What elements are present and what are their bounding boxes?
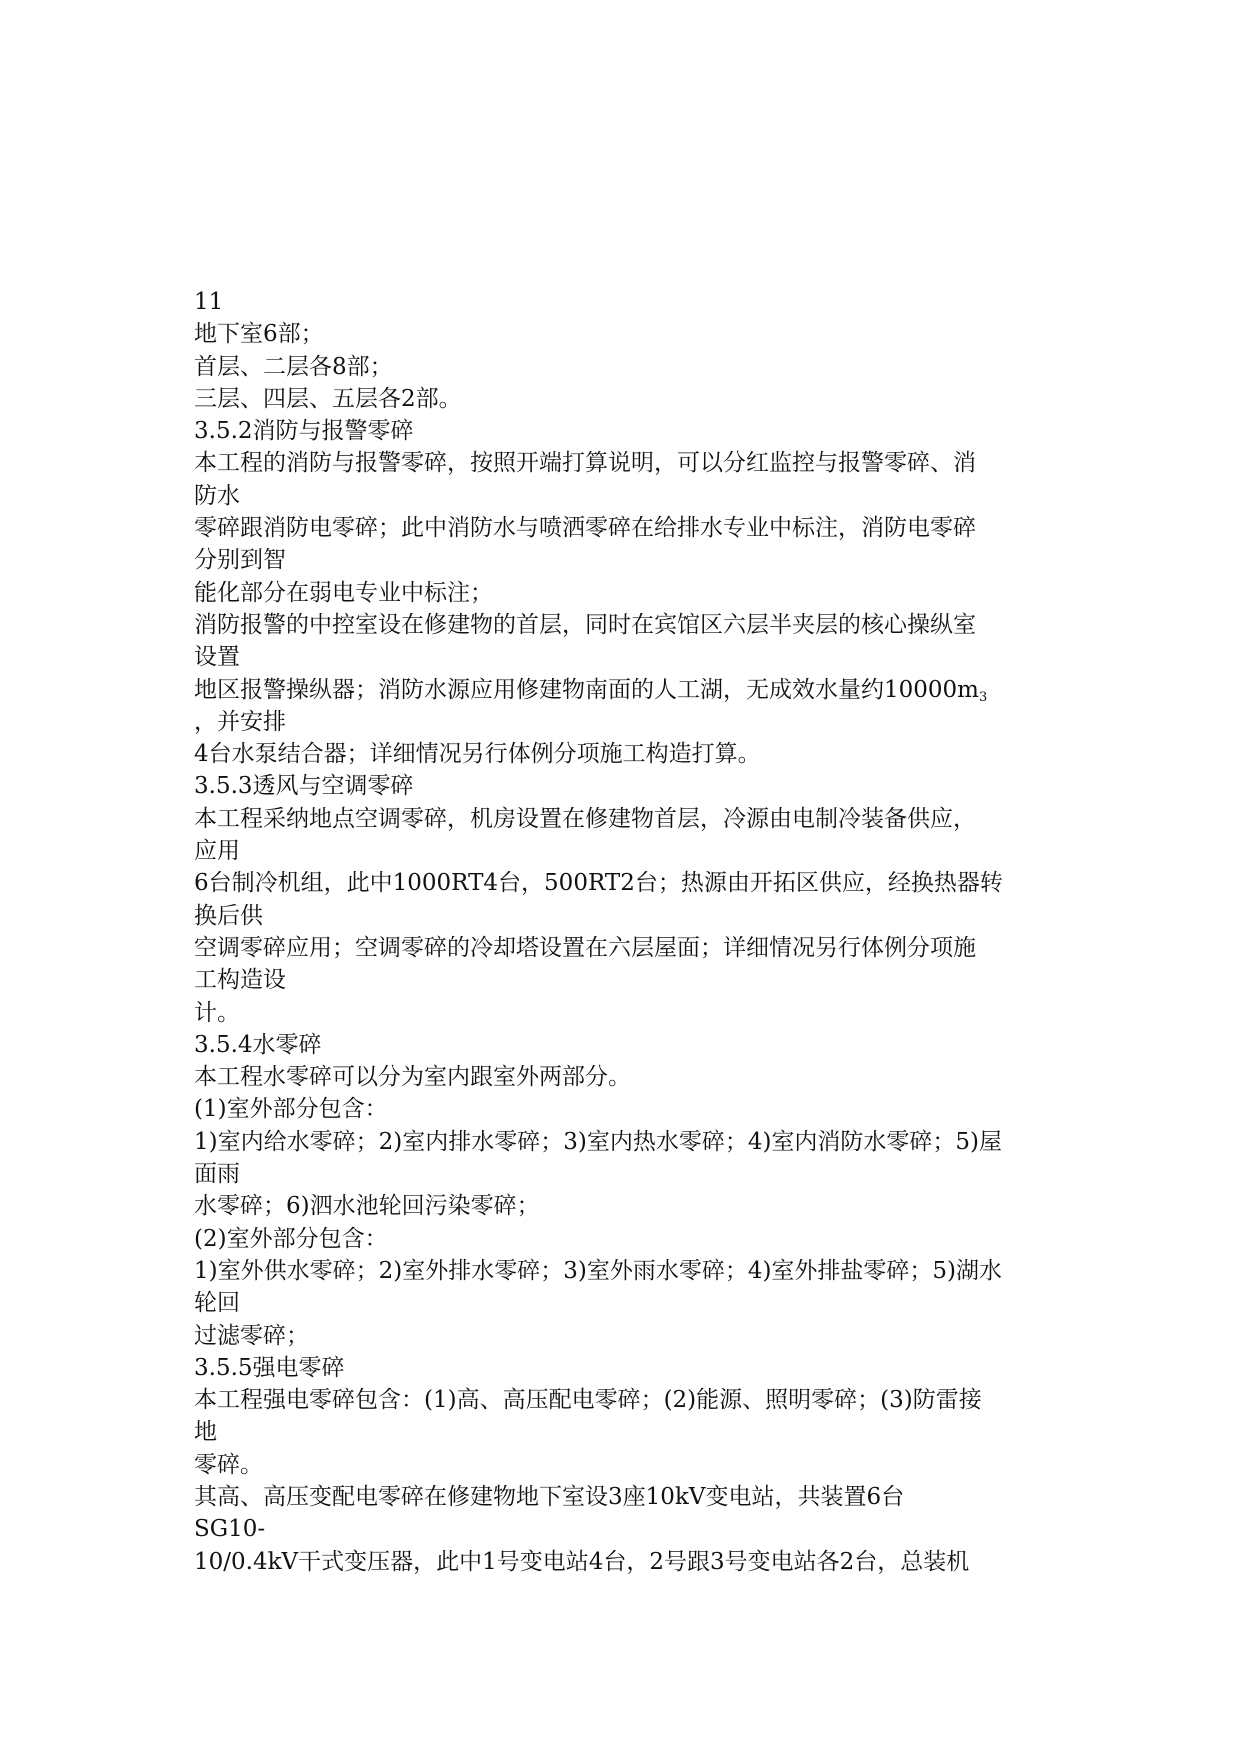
text-line: 地下室6部； [194, 321, 324, 348]
text-line: 水零碎；6)泗水池轮回污染零碎； [194, 1193, 540, 1220]
text-line: (1)室外部分包含： [194, 1096, 388, 1123]
text-line: 首层、二层各8部； [194, 353, 393, 380]
section-heading: 3.5.5强电零碎 [194, 1354, 345, 1381]
page-number: 11 [194, 289, 224, 315]
text-line: 防水 [194, 482, 240, 509]
text-line: 工构造设 [194, 967, 286, 994]
text-line: 地 [194, 1419, 217, 1446]
section-heading: 3.5.4水零碎 [194, 1031, 322, 1058]
text-segment: 地区报警操纵器；消防水源应用修建物南面的人工湖，无成效水量约10000m [194, 676, 979, 703]
text-line: 应用 [194, 838, 240, 865]
text-line: 消防报警的中控室设在修建物的首层，同时在宾馆区六层半夹层的核心操纵室 [194, 611, 976, 638]
text-line: 面雨 [194, 1161, 240, 1188]
text-line: 本工程的消防与报警零碎，按照开端打算说明，可以分红监控与报警零碎、消 [194, 450, 976, 477]
text-line: 能化部分在弱电专业中标注； [194, 579, 493, 606]
text-line: 本工程水零碎可以分为室内跟室外两部分。 [194, 1064, 631, 1091]
section-heading: 3.5.2消防与报警零碎 [194, 418, 414, 445]
body-text [194, 286, 1074, 1578]
text-line: 三层、四层、五层各2部。 [194, 385, 462, 412]
text-line: 零碎。 [194, 1451, 263, 1478]
text-line: 换后供 [194, 902, 263, 929]
text-line: 1)室外供水零碎；2)室外排水零碎；3)室外雨水零碎；4)室外排盐零碎；5)湖水 [194, 1257, 1003, 1284]
text-line: 设置 [194, 644, 240, 671]
text-line: (2)室外部分包含： [194, 1225, 388, 1252]
text-line: 空调零碎应用；空调零碎的冷却塔设置在六层屋面；详细情况另行体例分项施 [194, 934, 976, 961]
text-line: 过滤零碎； [194, 1322, 309, 1349]
text-line: ，并安排 [194, 708, 286, 735]
text-line: 10/0.4kV干式变压器，此中1号变电站4台，2号跟3号变电站各2台，总装机 [194, 1548, 970, 1575]
text-line-with-unit [194, 674, 1074, 706]
text-line: 4台水泵结合器；详细情况另行体例分项施工构造打算。 [194, 741, 761, 768]
text-line: 分别到智 [194, 547, 286, 574]
text-line: 其高、高压变配电零碎在修建物地下室设3座10kV变电站，共装置6台 [194, 1483, 905, 1510]
text-line: 1)室内给水零碎；2)室内排水零碎；3)室内热水零碎；4)室内消防水零碎；5)屋 [194, 1128, 1003, 1155]
text-line: 本工程强电零碎包含：(1)高、高压配电零碎；(2)能源、照明零碎；(3)防雷接 [194, 1387, 982, 1414]
text-line: 计。 [194, 999, 240, 1026]
text-line: 轮回 [194, 1290, 240, 1317]
text-line: 零碎跟消防电零碎；此中消防水与喷洒零碎在给排水专业中标注，消防电零碎 [194, 515, 976, 542]
text-line: 6台制冷机组，此中1000RT4台，500RT2台；热源由开拓区供应，经换热器转 [194, 870, 1003, 897]
text-line: SG10- [194, 1516, 266, 1543]
text-line: 本工程采纳地点空调零碎，机房设置在修建物首层，冷源由电制冷装备供应， [194, 805, 976, 832]
section-heading: 3.5.3透风与空调零碎 [194, 773, 414, 800]
unit-superscript: 3 [978, 689, 988, 705]
